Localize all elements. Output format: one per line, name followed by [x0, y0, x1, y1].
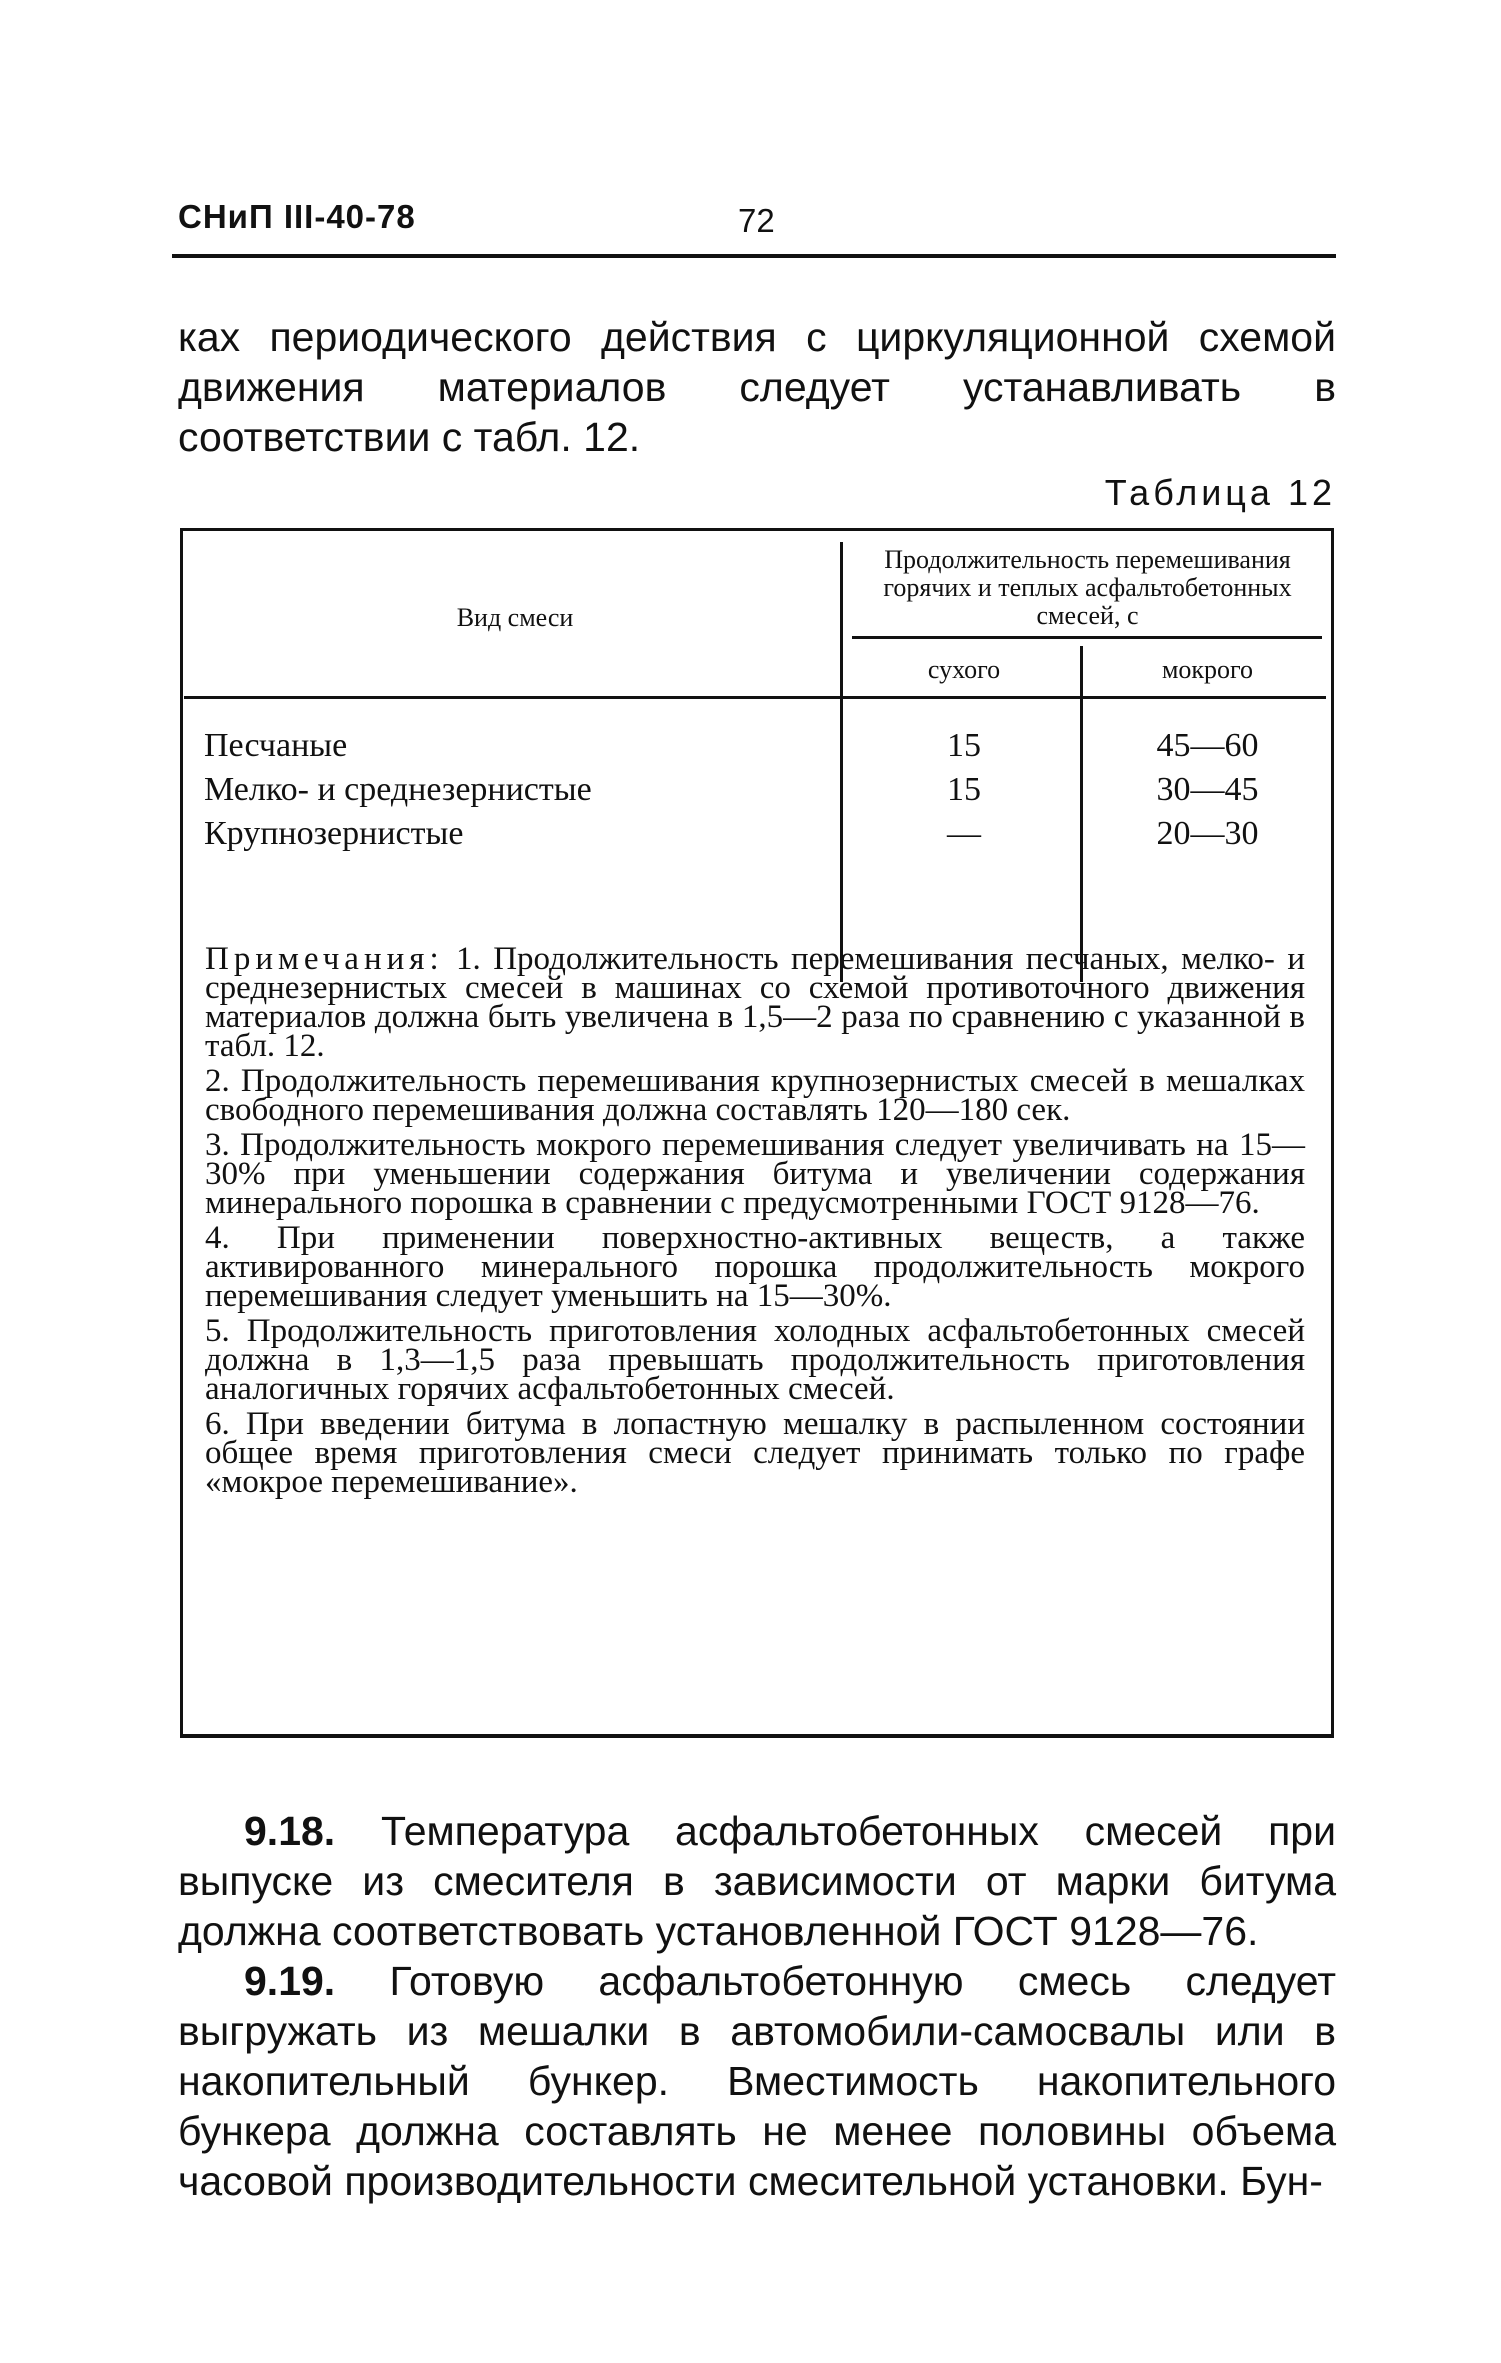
paragraph-9-18 — [178, 1806, 1336, 1956]
header-rule — [172, 254, 1336, 258]
note-5: 5. Продолжительность приготовления холодных асфальтобетонных смесей должна в 1,3—1,5 раза превышать продолжительность приготовления аналогичных горячих асфальтобетонных смесей. — [205, 1313, 1305, 1407]
col-header-wet: мокрого — [1161, 655, 1254, 684]
note-2: 2. Продолжительность перемешивания крупнозернистых смесей в мешалках свободного перемешивания должна составлять 120—180 сек. — [205, 1063, 1305, 1128]
table-border-right — [1331, 528, 1334, 1738]
row-3-type: Крупнозернистые — [204, 815, 464, 852]
table-border-left — [180, 528, 183, 1738]
row-1-type: Песчаные — [204, 727, 348, 764]
row-3-wet: 20—30 — [1156, 815, 1259, 852]
row-3-dry: — — [947, 815, 981, 852]
row-2-wet: 30—45 — [1156, 771, 1259, 808]
page-number: 72 — [738, 202, 775, 239]
document-code: СНиП III-40-78 — [178, 198, 416, 235]
note-1: Примечания: 1. Продолжительность перемешивания песчаных, мелко- и среднезернистых смесей в машинах со схемой противоточного движения материалов должна быть увеличена в 1,5—2 раза по сравнению с указанной в табл. 12. — [205, 941, 1305, 1064]
table-caption: Таблица 12 — [1104, 472, 1336, 513]
row-1-wet: 45—60 — [1156, 727, 1259, 764]
intro-text: ках периодического действия с циркуляционной схемой движения материалов следует устанавливать в соответствии с табл. 12. — [178, 314, 1336, 460]
row-2-dry: 15 — [947, 771, 981, 808]
notes-label: Примечания: — [205, 941, 444, 977]
table-border-bottom — [180, 1734, 1334, 1738]
paragraph-number: 9.18. — [244, 1808, 336, 1854]
col-header-duration: Продолжительность перемешивания горячих и теплых асфальтобетонных смесей, с — [883, 545, 1292, 630]
column-divider-main — [840, 542, 843, 982]
row-1-dry: 15 — [947, 727, 981, 764]
row-2-type: Мелко- и среднезернистые — [204, 771, 592, 808]
paragraph-text: Готовую асфальтобетонную смесь следует выгружать из мешалки в автомобили-самосвалы или в накопительный бункер. Вместимость накопительного бункера должна составлять не менее половины объема часовой производительности смесительной установки. Бун- — [178, 1958, 1336, 2204]
note-6: 6. При введении битума в лопастную мешалку в распыленном состоянии общее время приготовления смеси следует принимать только по графе «мокрое перемешивание». — [205, 1406, 1305, 1500]
paragraph-text: Температура асфальтобетонных смесей при выпуске из смесителя в зависимости от марки битума должна соответствовать установленной ГОСТ 9128—76. — [178, 1808, 1336, 1954]
col-header-type: Вид смеси — [456, 603, 574, 632]
col-header-dry: сухого — [927, 655, 1001, 684]
table-notes — [205, 941, 1305, 1503]
paragraph-9-19 — [178, 1956, 1336, 2206]
paragraph-number: 9.19. — [244, 1958, 336, 2004]
subheader-rule — [852, 636, 1322, 639]
table-border-top — [180, 528, 1334, 531]
note-4: 4. При применении поверхностно-активных веществ, а также активированного минерального порошка продолжительность мокрого перемешивания следует уменьшить на 15—30%. — [205, 1220, 1305, 1314]
header-bottom-rule — [184, 696, 1326, 699]
note-3: 3. Продолжительность мокрого перемешивания следует увеличивать на 15—30% при уменьшении содержания битума и увеличении содержания минерального порошка в сравнении с предусмотренными ГОСТ 9128—76. — [205, 1127, 1305, 1221]
